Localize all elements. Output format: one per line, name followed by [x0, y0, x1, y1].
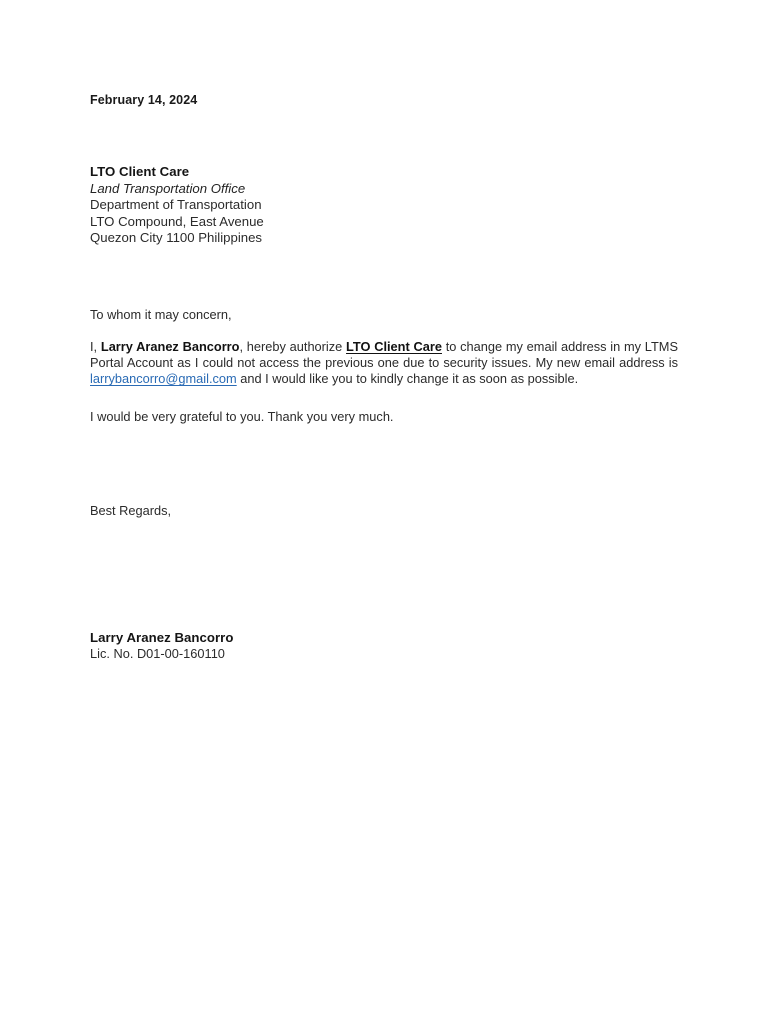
recipient-address-line-2: Quezon City 1100 Philippines — [90, 230, 263, 246]
body-text-segment-3: to change my email address in my LTMS Portal Account as I could not access the previous one due to security issues. My new email address is — [90, 338, 678, 371]
signer-license-number: Lic. No. D01-00-160110 — [90, 645, 225, 661]
body-paragraph-1 — [90, 339, 678, 388]
recipient-address-line-1: LTO Compound, East Avenue — [90, 213, 264, 229]
authorized-party-inline: LTO Client Care — [346, 338, 442, 354]
body-text-segment-2: , hereby authorize — [239, 338, 347, 354]
signature-space — [90, 519, 678, 629]
recipient-department: Department of Transportation — [90, 197, 262, 213]
body-text-segment-4: and I would like you to kindly change it as soon as possible. — [236, 371, 579, 387]
closing-salutation: Best Regards, — [90, 502, 172, 518]
email-address-link[interactable]: larrybancorro@gmail.com — [90, 371, 237, 387]
recipient-office: Land Transportation Office — [90, 180, 246, 196]
author-name-inline: Larry Aranez Bancorro — [100, 338, 240, 354]
body-text-segment-1: I, — [90, 338, 101, 354]
recipient-organization: LTO Client Care — [90, 164, 190, 179]
body-paragraph-2: I would be very grateful to you. Thank you very much. — [90, 408, 394, 424]
signer-name: Larry Aranez Bancorro — [90, 629, 234, 645]
salutation: To whom it may concern, — [90, 306, 232, 322]
letter-body — [90, 0, 678, 662]
recipient-address-block — [90, 164, 678, 247]
letter-date: February 14, 2024 — [90, 93, 198, 107]
